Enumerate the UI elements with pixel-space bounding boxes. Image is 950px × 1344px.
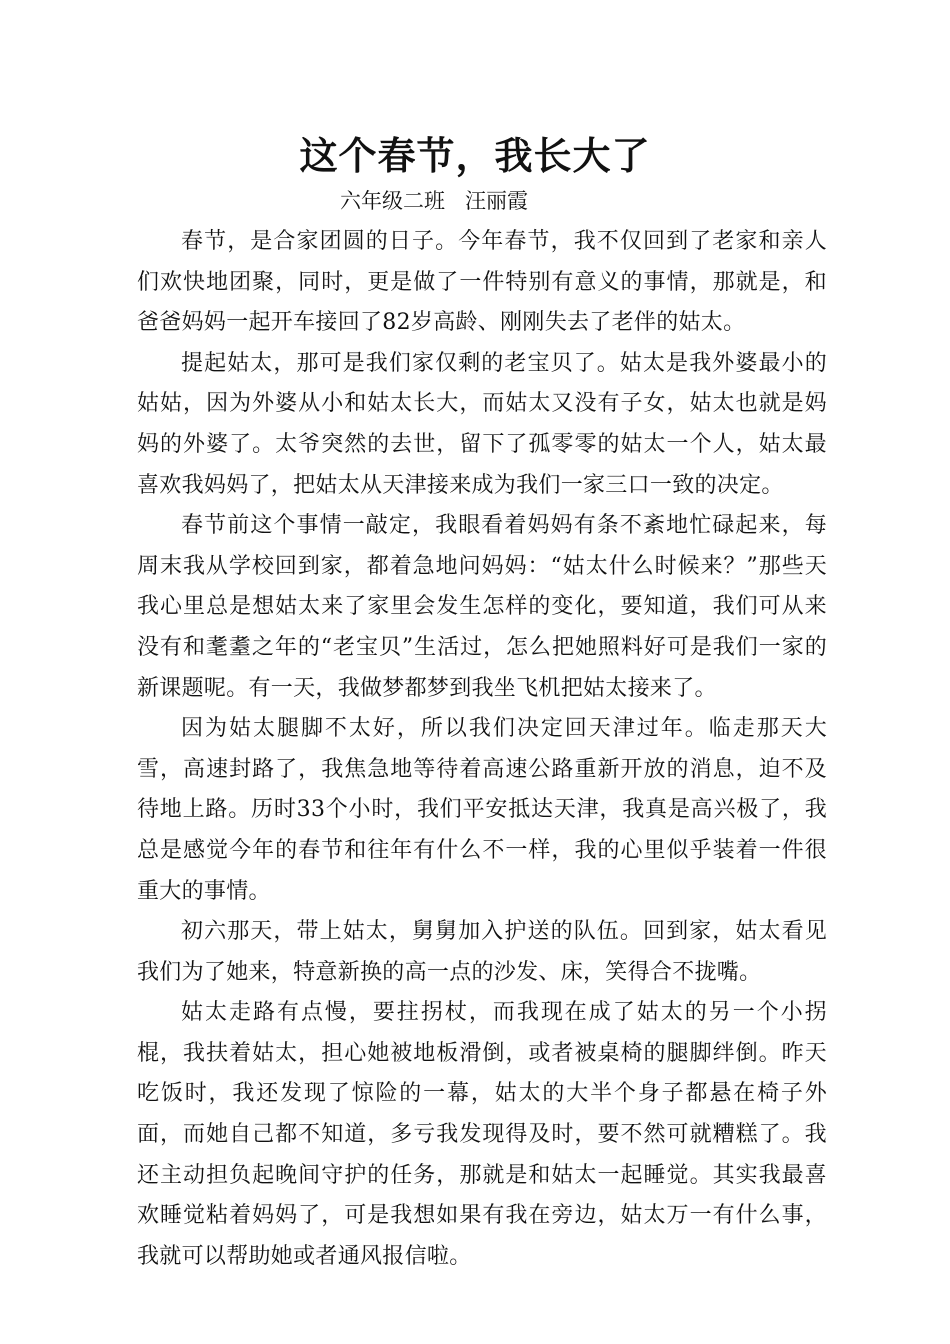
paragraph: 因为姑太腿脚不太好，所以我们决定回天津过年。临走那天大雪，高速封路了，我焦急地等待着高速公路重新开放的消息，迫不及待地上路。历时33个小时，我们平安抵达天津，我真是高兴极了，我总是感觉今年的春节和往年有什么不一样，我的心里似乎装着一件很重大的事情。 [137, 716, 827, 904]
paragraph: 姑太走路有点慢，要拄拐杖，而我现在成了姑太的另一个小拐棍，我扶着姑太，担心她被地板滑倒，或者被桌椅的腿脚绊倒。昨天吃饭时，我还发现了惊险的一幕，姑太的大半个身子都悬在椅子外面，而她自己都不知道，多亏我发现得及时，要不然可就糟糕了。我还主动担负起晚间守护的任务，那就是和姑太一起睡觉。其实我最喜欢睡觉粘着妈妈了，可是我想如果有我在旁边，姑太万一有什么事，我就可以帮助她或者通风报信啦。 [137, 1000, 827, 1269]
essay-body [137, 222, 827, 1277]
paragraph: 初六那天，带上姑太，舅舅加入护送的队伍。回到家，姑太看见我们为了她来，特意新换的高一点的沙发、床，笑得合不拢嘴。 [137, 919, 827, 985]
essay-title: 这个春节，我长大了 [299, 134, 651, 178]
author-byline: 六年级二班 汪丽霞 [340, 189, 529, 213]
paragraph: 春节前这个事情一敲定，我眼看着妈妈有条不紊地忙碌起来，每周末我从学校回到家，都着急地问妈妈：“姑太什么时候来？”那些天我心里总是想姑太来了家里会发生怎样的变化，要知道，我们可从来没有和耄耋之年的“老宝贝”生活过，怎么把她照料好可是我们一家的新课题呢。有一天，我做梦都梦到我坐飞机把姑太接来了。 [137, 513, 827, 701]
paragraph: 春节，是合家团圆的日子。今年春节，我不仅回到了老家和亲人们欢快地团聚，同时，更是做了一件特别有意义的事情，那就是，和爸爸妈妈一起开车接回了82岁高龄、刚刚失去了老伴的姑太。 [137, 229, 827, 336]
paragraph: 提起姑太，那可是我们家仅剩的老宝贝了。姑太是我外婆最小的姑姑，因为外婆从小和姑太长大，而姑太又没有子女，姑太也就是妈妈的外婆了。太爷突然的去世，留下了孤零零的姑太一个人，姑太最喜欢我妈妈了，把姑太从天津接来成为我们一家三口一致的决定。 [137, 350, 827, 498]
